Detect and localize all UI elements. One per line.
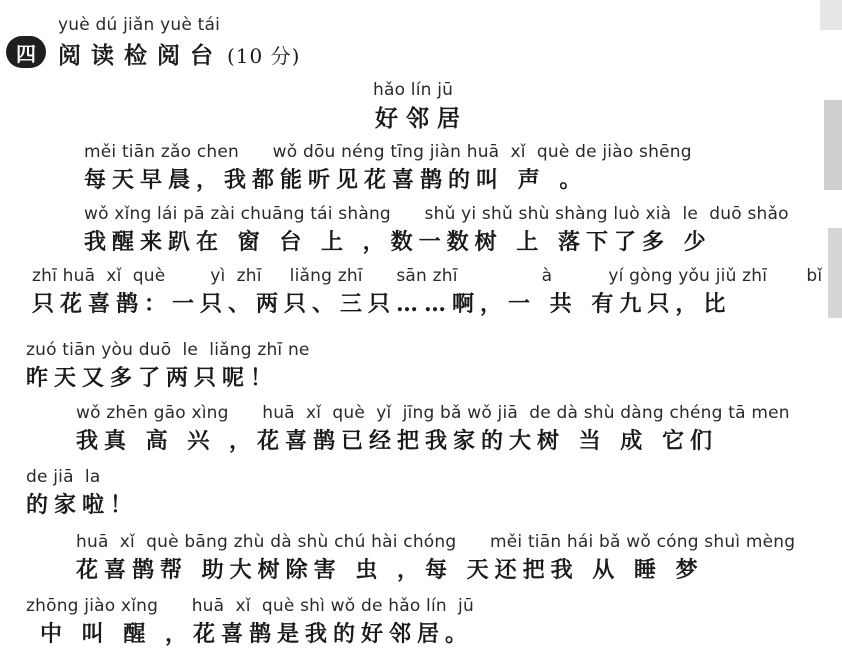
line-3-pinyin: zhī huā xǐ què yì zhī liǎng zhī sān zhī à yí gòng yǒu jiǔ zhī bǐ <box>32 266 823 286</box>
line-7-pinyin: huā xǐ què bāng zhù dà shù chú hài chóng měi tiān hái bǎ wǒ cóng shuì mèng <box>76 532 796 552</box>
page-edge-shadow <box>828 228 842 318</box>
page-edge-shadow <box>824 100 842 190</box>
line-6-pinyin: de jiā la <box>26 467 101 487</box>
line-3-text: 只花喜鹊：一只、两只、三只……啊，一 共 有九只，比 <box>32 291 732 317</box>
line-7-text: 花喜鹊帮 助大树除害 虫 ，每 天还把我 从 睡 梦 <box>76 557 704 583</box>
section-title-pinyin: yuè dú jiǎn yuè tái <box>58 15 221 35</box>
line-1-text: 每天早晨，我都能听见花喜鹊的叫 声 。 <box>84 167 588 193</box>
line-8-text: 中 叫 醒 ，花喜鹊是我的好邻居。 <box>40 621 473 647</box>
line-5-text: 我真 高 兴 ，花喜鹊已经把我家的大树 当 成 它们 <box>76 428 718 454</box>
line-4-text: 昨天又多了两只呢！ <box>26 365 279 391</box>
story-title-pinyin: hǎo lín jū <box>373 80 454 100</box>
section-title-row <box>58 37 300 70</box>
line-6-text: 的家啦！ <box>26 492 139 518</box>
line-5-pinyin: wǒ zhēn gāo xìng huā xǐ què yǐ jīng bǎ wǒ jiā de dà shù dàng chéng tā men <box>76 403 790 423</box>
section-number-badge: 四 <box>6 36 46 68</box>
line-2-text: 我醒来趴在 窗 台 上 ，数一数树 上 落下了多 少 <box>84 229 712 255</box>
story-title: 好邻居 <box>375 105 468 132</box>
line-4-pinyin: zuó tiān yòu duō le liǎng zhī ne <box>26 340 310 360</box>
page-edge-shadow <box>820 0 842 30</box>
section-score: (10 分) <box>227 44 301 68</box>
line-2-pinyin: wǒ xǐng lái pā zài chuāng tái shàng shǔ yi shǔ shù shàng luò xià le duō shǎo <box>84 204 789 224</box>
section-title: 阅读检阅台 <box>58 42 223 69</box>
line-8-pinyin: zhōng jiào xǐng huā xǐ què shì wǒ de hǎo lín jū <box>26 596 474 616</box>
line-1-pinyin: měi tiān zǎo chen wǒ dōu néng tīng jiàn huā xǐ què de jiào shēng <box>84 142 692 162</box>
